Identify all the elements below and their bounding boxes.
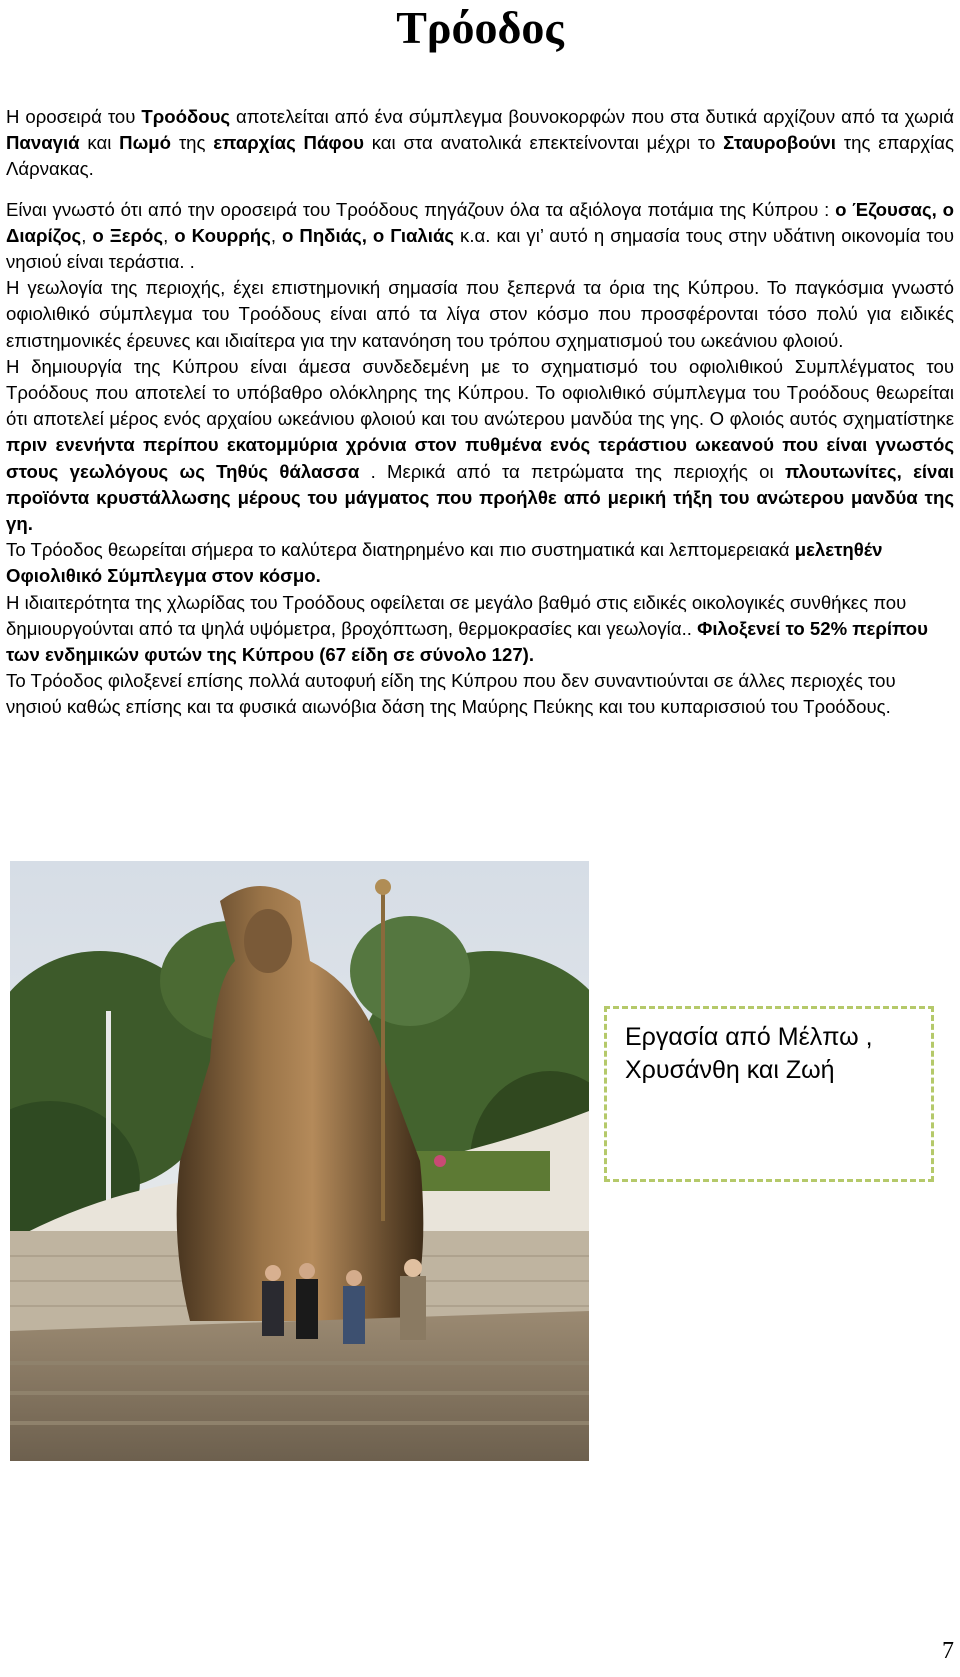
credit-line-2: Χρυσάνθη και Ζωή [625,1056,835,1084]
page-number: 7 [942,1638,954,1664]
bold-text: Πωμό [119,132,172,154]
page-title: Τρόοδος [396,2,564,53]
bold-text: επαρχίας Πάφου [213,132,364,154]
paragraph: Το Τρόοδος θεωρείται σήμερα το καλύτερα διατηρημένο και πιο συστηματικά και λεπτομερειακά μελετηθέν Οφιολιθικό Σύμπλεγμα στον κόσμο. [6,539,883,587]
credit-line-1: Εργασία από Μέλπω , [625,1023,873,1051]
bold-text: ο Έζουσας, ο Διαρίζος [6,198,954,246]
bold-text: Τροόδους [141,106,231,127]
paragraph: Η ιδιαιτερότητα της χλωρίδας του Τροόδους οφείλεται σε μεγάλο βαθμό στις ειδικές οικολογικές συνθήκες που δημιουργούνται από τα ψηλά υψόμετρα, βροχόπτωση, θερμοκρασίες και γεωλογία.. Φιλοξενεί το 52% περίπου των ενδημικών φυτών της Κύπρου (67 είδη σε σύνολο 127). [6,591,928,666]
bold-text: πριν ενενήντα περίπου εκατομμύρια χρόνια στον πυθμένα ενός τεράστιου ωκεανού που είναι γνωστός στους γεωλόγους ως Τηθύς θάλασσα [6,434,954,482]
bold-text: ο Πηδιάς, ο Γιαλιάς [282,224,455,246]
bold-text: ο Ξερός [92,224,164,246]
statue-photo [10,861,589,1461]
bold-text: μελετηθέν Οφιολιθικό Σύμπλεγμα στον κόσμο. [6,539,883,587]
paragraph: Η γεωλογία της περιοχής, έχει επιστημονική σημασία που ξεπερνά τα όρια της Κύπρου. Το παγκόσμια γνωστό οφιολιθικό σύμπλεγμα του Τροόδους είναι από τα λίγα στον κόσμο που προσφέρονται τόσο πολύ για ειδικές επιστημονικές έρευνες και ιδιαίτερα για την κατανόηση του τρόπου σχηματισμού του ωκεάνιου φλοιού. [6,277,954,351]
bold-text: Φιλοξενεί το 52% περίπου των ενδημικών φυτών της Κύπρου (67 είδη σε σύνολο 127). [6,617,928,666]
staff [381,891,385,1221]
paragraph: Είναι γνωστό ότι από την οροσειρά του Τροόδους πηγάζουν όλα τα αξιόλογα ποτάμια της Κύπρου : ο Έζουσας, ο Διαρίζος, ο Ξερός, ο Κουρρής, ο Πηδιάς, ο Γιαλιάς κ.α. και γι’ αυτό η σημασία τους στην υδάτινη οικονομία του νησιού είναι τεράστια. . [6,198,954,273]
paragraph: Η οροσειρά του Τροόδους αποτελείται από ένα σύμπλεγμα βουνοκορφών που στα δυτικά αρχίζουν από τα χωριά Παναγιά και Πωμό της επαρχίας Πάφου και στα ανατολικά επεκτείνονται μέχρι το Σταυροβούνι της επαρχίας Λάρνακας. [6,106,954,180]
body-text [6,104,954,721]
paragraph: Η δημιουργία της Κύπρου είναι άμεσα συνδεδεμένη με το σχηματισμό του οφιολιθικού Συμπλέγματος του Τροόδους που αποτελεί το υπόβαθρο ολόκληρης της Κύπρου. Το οφιολιθικό σύμπλεγμα του Τροόδους θεωρείται ότι αποτελεί μέρος ενός αρχαίου ωκεάνιου φλοιού και του ανώτερου μανδύα της γης. Ο φλοιός αυτός σχηματίστηκε πριν ενενήντα περίπου εκατομμύρια χρόνια στον πυθμένα ενός τεράστιου ωκεανού που είναι γνωστός στους γεωλόγους ως Τηθύς θάλασσα . Μερικά από τα πετρώματα της περιοχής οι πλουτωνίτες, είναι προϊόντα κρυστάλλωσης μέρους του μάγματος που προήλθε από μερική τήξη του ανώτερου μανδύα της γη. [6,355,954,535]
credit-box [604,1006,934,1182]
bold-text: Παναγιά [6,132,80,154]
paragraph: Το Τρόοδος φιλοξενεί επίσης πολλά αυτοφυή είδη της Κύπρου που δεν συναντιούνται σε άλλες περιοχές του νησιού καθώς επίσης και τα φυσικά αιωνόβια δάση της Μαύρης Πεύκης και του κυπαρισσιού του Τροόδους. [6,670,896,718]
bold-text: πλουτωνίτες, είναι προϊόντα κρυστάλλωσης μέρους του μάγματος που προήλθε από μερική τήξη του ανώτερου μανδύα της γη. [6,460,954,535]
bold-text: Σταυροβούνι [723,132,836,154]
bold-text: ο Κουρρής [174,224,271,246]
